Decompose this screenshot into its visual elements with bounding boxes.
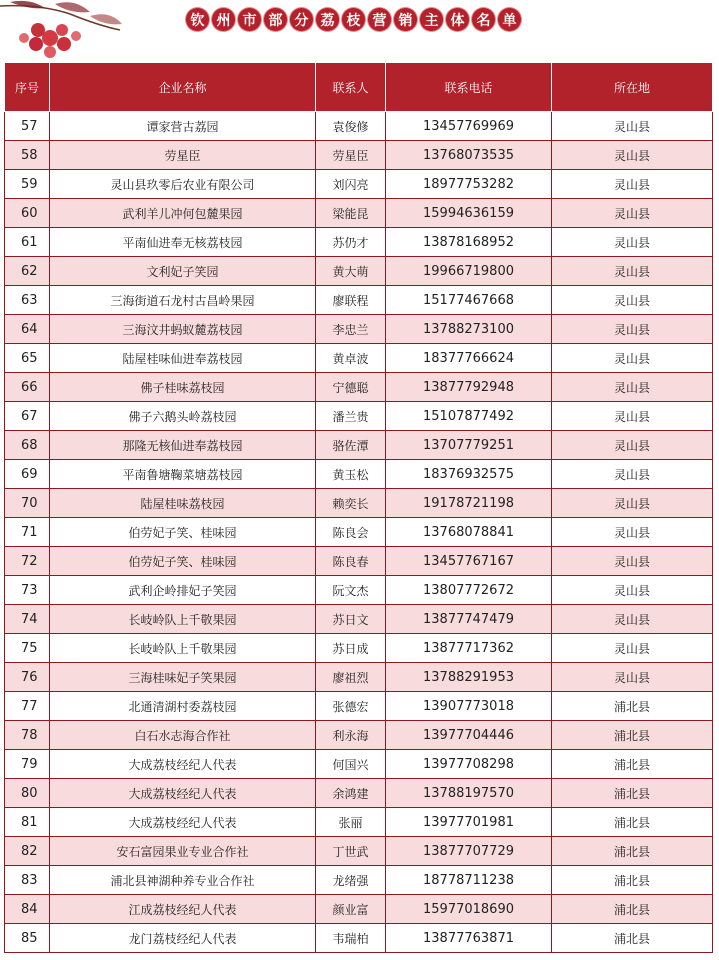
phone-number: 18778711238: [386, 866, 552, 895]
row-index: 71: [5, 518, 50, 547]
location: 灵山县: [552, 286, 713, 315]
location: 灵山县: [552, 489, 713, 518]
title-char: 主: [420, 8, 443, 31]
table-row: [5, 402, 713, 431]
location: 浦北县: [552, 721, 713, 750]
row-index: 80: [5, 779, 50, 808]
phone-number: 19966719800: [386, 257, 552, 286]
phone-number: 13877792948: [386, 373, 552, 402]
row-index: 63: [5, 286, 50, 315]
table-row: [5, 518, 713, 547]
company-name: 伯劳妃子笑、桂味园: [50, 518, 316, 547]
location: 灵山县: [552, 315, 713, 344]
location: 浦北县: [552, 779, 713, 808]
company-name: 浦北县神湖种养专业合作社: [50, 866, 316, 895]
location: 灵山县: [552, 344, 713, 373]
phone-number: 13878168952: [386, 228, 552, 257]
table-row: [5, 373, 713, 402]
location: 灵山县: [552, 605, 713, 634]
company-name: 那隆无核仙进奉荔枝园: [50, 431, 316, 460]
phone-number: 15107877492: [386, 402, 552, 431]
contact-person: 余鸿建: [316, 779, 386, 808]
contact-person: 廖联程: [316, 286, 386, 315]
table-row: [5, 257, 713, 286]
phone-number: 13457769969: [386, 112, 552, 141]
contact-person: 宁德聪: [316, 373, 386, 402]
location: 灵山县: [552, 663, 713, 692]
contact-person: 劳星臣: [316, 141, 386, 170]
contact-person: 廖祖烈: [316, 663, 386, 692]
company-name: 伯劳妃子笑、桂味园: [50, 547, 316, 576]
location: 浦北县: [552, 837, 713, 866]
phone-number: 13807772672: [386, 576, 552, 605]
phone-number: 15977018690: [386, 895, 552, 924]
company-name: 平南鲁塘鞠菜塘荔枝园: [50, 460, 316, 489]
phone-number: 13877707729: [386, 837, 552, 866]
location: 灵山县: [552, 257, 713, 286]
row-index: 61: [5, 228, 50, 257]
row-index: 67: [5, 402, 50, 431]
company-name: 陆屋桂味荔枝园: [50, 489, 316, 518]
row-index: 81: [5, 808, 50, 837]
table-row: [5, 112, 713, 141]
contact-person: 黄玉松: [316, 460, 386, 489]
title-char: 体: [446, 8, 469, 31]
row-index: 85: [5, 924, 50, 953]
phone-number: 13707779251: [386, 431, 552, 460]
location: 灵山县: [552, 431, 713, 460]
table-row: [5, 808, 713, 837]
row-index: 70: [5, 489, 50, 518]
table-row: [5, 663, 713, 692]
title-char: 单: [498, 8, 521, 31]
title-char: 名: [472, 8, 495, 31]
location: 灵山县: [552, 576, 713, 605]
contact-person: 苏日文: [316, 605, 386, 634]
contact-person: 龙绪强: [316, 866, 386, 895]
location: 浦北县: [552, 895, 713, 924]
phone-number: 13768078841: [386, 518, 552, 547]
company-name: 长岐岭队上千敬果园: [50, 605, 316, 634]
contact-person: 丁世武: [316, 837, 386, 866]
header-company: 企业名称: [50, 63, 316, 112]
contact-person: 袁俊修: [316, 112, 386, 141]
table-row: [5, 750, 713, 779]
company-name: 大成荔枝经纪人代表: [50, 750, 316, 779]
row-index: 62: [5, 257, 50, 286]
table-row: [5, 344, 713, 373]
company-name: 大成荔枝经纪人代表: [50, 779, 316, 808]
location: 灵山县: [552, 402, 713, 431]
phone-number: 13877717362: [386, 634, 552, 663]
banner: [0, 0, 719, 62]
company-name: 文利妃子笑园: [50, 257, 316, 286]
company-name: 安石富园果业专业合作社: [50, 837, 316, 866]
company-name: 长岐岭队上千敬果园: [50, 634, 316, 663]
phone-number: 18977753282: [386, 170, 552, 199]
table-row: [5, 692, 713, 721]
row-index: 79: [5, 750, 50, 779]
phone-number: 13788197570: [386, 779, 552, 808]
contact-person: 潘兰贵: [316, 402, 386, 431]
phone-number: 13877763871: [386, 924, 552, 953]
table-header-row: [5, 63, 713, 112]
phone-number: 13977701981: [386, 808, 552, 837]
location: 灵山县: [552, 460, 713, 489]
table-row: [5, 866, 713, 895]
location: 灵山县: [552, 518, 713, 547]
table-row: [5, 924, 713, 953]
phone-number: 18377766624: [386, 344, 552, 373]
title-char: 州: [212, 8, 235, 31]
company-name: 白石水志海合作社: [50, 721, 316, 750]
contact-person: 黄卓波: [316, 344, 386, 373]
row-index: 60: [5, 199, 50, 228]
phone-number: 13457767167: [386, 547, 552, 576]
contact-person: 张德宏: [316, 692, 386, 721]
phone-number: 13907773018: [386, 692, 552, 721]
row-index: 77: [5, 692, 50, 721]
row-index: 78: [5, 721, 50, 750]
row-index: 58: [5, 141, 50, 170]
table-row: [5, 779, 713, 808]
page-title: [186, 8, 521, 36]
title-char: 枝: [342, 8, 365, 31]
company-name: 三海汶井蚂蚁麓荔枝园: [50, 315, 316, 344]
table-row: [5, 286, 713, 315]
table-row: [5, 170, 713, 199]
row-index: 66: [5, 373, 50, 402]
table-row: [5, 199, 713, 228]
row-index: 75: [5, 634, 50, 663]
location: 灵山县: [552, 373, 713, 402]
row-index: 68: [5, 431, 50, 460]
table-row: [5, 228, 713, 257]
title-char: 营: [368, 8, 391, 31]
location: 浦北县: [552, 692, 713, 721]
company-name: 北通清湖村委荔枝园: [50, 692, 316, 721]
location: 浦北县: [552, 750, 713, 779]
contact-person: 黄大萌: [316, 257, 386, 286]
contact-person: 韦瑞柏: [316, 924, 386, 953]
table-row: [5, 721, 713, 750]
contact-person: 何国兴: [316, 750, 386, 779]
table-row: [5, 489, 713, 518]
location: 灵山县: [552, 141, 713, 170]
table-row: [5, 460, 713, 489]
contact-person: 苏仍才: [316, 228, 386, 257]
contact-person: 赖奕长: [316, 489, 386, 518]
table-row: [5, 431, 713, 460]
company-name: 佛子桂味荔枝园: [50, 373, 316, 402]
row-index: 83: [5, 866, 50, 895]
row-index: 59: [5, 170, 50, 199]
row-index: 82: [5, 837, 50, 866]
contact-person: 陈良会: [316, 518, 386, 547]
title-char: 荔: [316, 8, 339, 31]
title-char: 分: [290, 8, 313, 31]
contact-person: 苏日成: [316, 634, 386, 663]
table-row: [5, 605, 713, 634]
table-row: [5, 634, 713, 663]
company-name: 陆屋桂味仙进奉荔枝园: [50, 344, 316, 373]
location: 浦北县: [552, 808, 713, 837]
lychee-seller-table: [4, 62, 713, 953]
company-name: 灵山县玖零后农业有限公司: [50, 170, 316, 199]
contact-person: 刘闪亮: [316, 170, 386, 199]
table-row: [5, 837, 713, 866]
location: 灵山县: [552, 170, 713, 199]
company-name: 三海街道石龙村古昌岭果园: [50, 286, 316, 315]
company-name: 武利羊儿冲何包麓果园: [50, 199, 316, 228]
company-name: 江成荔枝经纪人代表: [50, 895, 316, 924]
contact-person: 阮文杰: [316, 576, 386, 605]
phone-number: 13877747479: [386, 605, 552, 634]
row-index: 57: [5, 112, 50, 141]
company-name: 三海桂味妃子笑果园: [50, 663, 316, 692]
company-name: 平南仙进奉无核荔枝园: [50, 228, 316, 257]
company-name: 大成荔枝经纪人代表: [50, 808, 316, 837]
title-char: 市: [238, 8, 261, 31]
table-row: [5, 576, 713, 605]
contact-person: 骆佐潭: [316, 431, 386, 460]
phone-number: 13977704446: [386, 721, 552, 750]
table-row: [5, 141, 713, 170]
company-name: 谭家营古荔园: [50, 112, 316, 141]
contact-person: 梁能昆: [316, 199, 386, 228]
location: 浦北县: [552, 924, 713, 953]
title-char: 销: [394, 8, 417, 31]
phone-number: 13977708298: [386, 750, 552, 779]
contact-person: 张丽: [316, 808, 386, 837]
row-index: 72: [5, 547, 50, 576]
row-index: 73: [5, 576, 50, 605]
company-name: 武利企岭排妃子笑园: [50, 576, 316, 605]
contact-person: 李忠兰: [316, 315, 386, 344]
row-index: 84: [5, 895, 50, 924]
location: 灵山县: [552, 634, 713, 663]
title-char: 部: [264, 8, 287, 31]
row-index: 64: [5, 315, 50, 344]
location: 灵山县: [552, 228, 713, 257]
phone-number: 18376932575: [386, 460, 552, 489]
phone-number: 13768073535: [386, 141, 552, 170]
header-location: 所在地: [552, 63, 713, 112]
table-row: [5, 895, 713, 924]
row-index: 76: [5, 663, 50, 692]
header-index: 序号: [5, 63, 50, 112]
location: 灵山县: [552, 547, 713, 576]
lychee-illustration: [0, 0, 150, 62]
company-name: 劳星臣: [50, 141, 316, 170]
company-name: 龙门荔枝经纪人代表: [50, 924, 316, 953]
header-contact: 联系人: [316, 63, 386, 112]
row-index: 74: [5, 605, 50, 634]
title-char: 钦: [186, 8, 209, 31]
row-index: 69: [5, 460, 50, 489]
company-name: 佛子六鹅头岭荔枝园: [50, 402, 316, 431]
row-index: 65: [5, 344, 50, 373]
table-row: [5, 315, 713, 344]
table-row: [5, 547, 713, 576]
phone-number: 13788273100: [386, 315, 552, 344]
phone-number: 19178721198: [386, 489, 552, 518]
contact-person: 利永海: [316, 721, 386, 750]
phone-number: 15177467668: [386, 286, 552, 315]
location: 灵山县: [552, 112, 713, 141]
phone-number: 15994636159: [386, 199, 552, 228]
contact-person: 颜业富: [316, 895, 386, 924]
location: 灵山县: [552, 199, 713, 228]
location: 浦北县: [552, 866, 713, 895]
header-phone: 联系电话: [386, 63, 552, 112]
phone-number: 13788291953: [386, 663, 552, 692]
contact-person: 陈良春: [316, 547, 386, 576]
